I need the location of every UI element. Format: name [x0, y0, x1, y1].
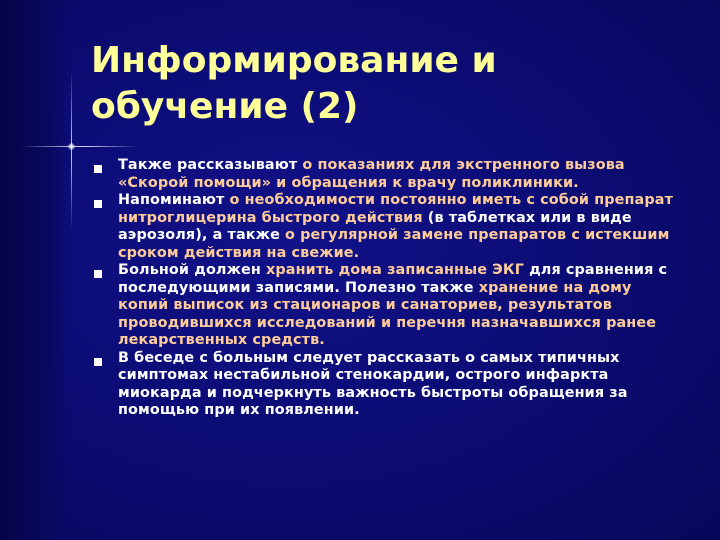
square-bullet-icon — [94, 358, 102, 366]
bullet-item-1 — [92, 157, 682, 192]
bullet-text-2 — [118, 192, 682, 262]
square-bullet-icon — [94, 165, 102, 173]
bullet-2-part-1: (в таблетках или в виде аэрозоля), а также — [118, 209, 632, 243]
bullet-item-2 — [92, 192, 682, 262]
bullet-3-highlight-1: хранение на дому копий выписок из стационаров и санаториев, результатов проводившихся исследований и перечня назначавшихся ранее лекарственных средств. — [118, 279, 657, 348]
bullet-2-part-0: Напоминают — [118, 192, 230, 208]
bullet-4-part-0: В беседе с больным следует рассказать о самых типичных симптомах нестабильной стенокардии, острого инфаркта миокарда и подчеркнуть важность быстроты обращения за помощью при их появлении. — [118, 349, 628, 418]
square-bullet-icon — [94, 270, 102, 278]
bullet-3-part-1: для сравнения с последующими записями. Полезно также — [118, 262, 668, 296]
bullet-text-1 — [118, 157, 682, 192]
bullet-2-highlight-1: о регулярной замене препаратов с истекшим сроком действия на свежие. — [118, 227, 670, 261]
bullet-1-part-0: Также рассказывают — [118, 157, 303, 173]
bullet-text-3 — [118, 262, 682, 350]
slide-title-line-1: Информирование и — [91, 40, 497, 81]
sparkle-vertical-line — [71, 70, 72, 230]
bullet-1-highlight-0: о показаниях для экстренного вызова «Скорой помощи» и обращения к врачу поликлиники. — [118, 157, 625, 191]
slide-title — [91, 38, 691, 130]
sparkle-star-icon — [68, 143, 75, 150]
bullet-2-highlight-0: о необходимости постоянно иметь с собой препарат нитроглицерина быстрого действия — [118, 192, 674, 226]
bullet-3-part-0: Больной должен — [118, 262, 266, 278]
square-bullet-icon — [94, 200, 102, 208]
slide-title-line-2: обучение (2) — [91, 86, 359, 127]
bullet-text-4 — [118, 350, 682, 420]
left-decor-band — [0, 0, 68, 540]
sparkle-horizontal-line — [20, 146, 140, 147]
bullet-item-3 — [92, 262, 682, 350]
bullet-item-4 — [92, 350, 682, 420]
bullet-3-highlight-0: хранить дома записанные ЭКГ — [266, 262, 524, 278]
bullet-list — [92, 157, 682, 420]
